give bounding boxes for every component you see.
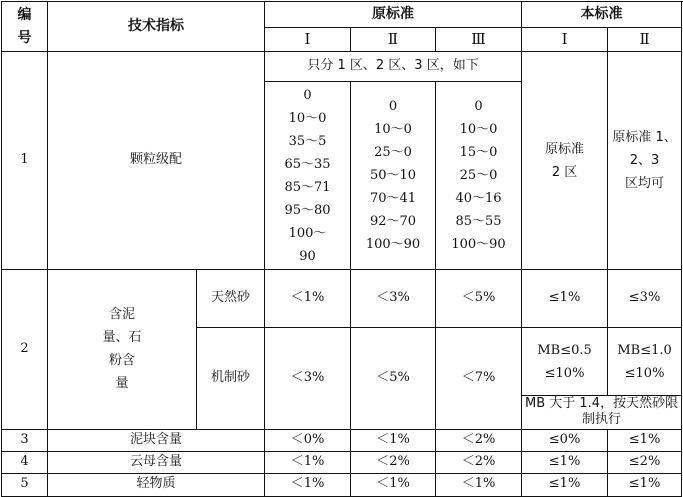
row3-label: 泥块含量 [48,429,265,451]
row1-old-col2 [351,82,436,270]
row2-label [48,270,197,430]
grading-value: 10～0 [459,122,498,137]
natural-old-2: ＜3% [351,270,436,328]
row2-label-line: 量 [115,376,129,392]
row1-old-note: 只分 1 区、2 区、3 区，如下 [265,52,522,82]
old-grade-1: Ⅰ [265,28,351,52]
grading-value: 0 [303,87,312,103]
row5-no: 5 [2,473,48,496]
grading-value: 95～80 [284,202,331,218]
grading-value: 25～0 [459,168,498,183]
row1-new-grade1 [522,52,608,270]
grading-value: 10～0 [374,122,412,137]
grading-value: 50～10 [369,168,417,183]
grading-value: 85～55 [455,214,502,229]
row1-new-grade23-line2: 区均可 [625,176,665,191]
grading-value: 100～90 [451,237,506,252]
row5-new-1: ≤1% [522,473,608,496]
grading-value: 100～ [288,225,327,241]
row1-new-grade1-line1: 原标准 [545,141,585,157]
grading-value: 15～0 [459,145,498,160]
row3-old-3: ＜2% [436,429,522,451]
grading-value: 40～16 [455,191,502,206]
row3-new-2: ≤1% [608,429,682,451]
row1-new-grade1-line2: 2 区 [551,164,578,180]
row1-new-grade23 [608,52,682,270]
grading-value: 35～5 [288,133,327,149]
row3-old-1: ＜0% [265,429,351,451]
old-grade-2: Ⅱ [351,28,436,52]
row2-label-line: 量、石 [102,330,142,346]
new-grade-2: Ⅱ [608,28,682,52]
row4-old-3: ＜2% [436,451,522,473]
row4-new-2: ≤2% [608,451,682,473]
machine-new-2 [608,328,682,396]
machine-old-3: ＜7% [436,328,522,430]
grading-value: 100～90 [365,237,421,252]
mb-limit: MB≤1.0 [617,342,672,358]
grading-value: 70～41 [369,191,417,206]
header-no-text: 编 号 [17,6,32,46]
row3-no: 3 [2,429,48,451]
row1-old-col1 [265,82,351,270]
row5-label: 轻物质 [48,473,265,496]
row5-old-3: ＜1% [436,473,522,496]
header-old-standard: 原标准 [265,2,522,28]
old-grade-3: Ⅲ [436,28,522,52]
natural-old-1: ＜1% [265,270,351,328]
row3-new-1: ≤0% [522,429,608,451]
row1-old-col3 [436,82,522,270]
row2-label-line: 粉含 [108,353,135,369]
grading-value: 10～0 [288,110,327,126]
grading-value: 92～70 [369,214,417,229]
machine-sand-note: MB 大于 1.4，按天然砂限制执行 [522,396,682,430]
row4-no: 4 [2,451,48,473]
machine-sand-label: 机制砂 [197,328,265,430]
mb-value: ≤10% [544,365,585,381]
natural-old-3: ＜5% [436,270,522,328]
row4-label: 云母含量 [48,451,265,473]
natural-new-1: ≤1% [522,270,608,328]
row5-old-1: ＜1% [265,473,351,496]
machine-new-1 [522,328,608,396]
row1-label: 颗粒级配 [48,52,265,270]
row4-new-1: ≤1% [522,451,608,473]
new-grade-1: Ⅰ [522,28,608,52]
row3-old-2: ＜1% [351,429,436,451]
row5-old-2: ＜1% [351,473,436,496]
row2-no: 2 [2,270,48,430]
header-new-standard: 本标准 [522,2,682,28]
grading-value: 0 [474,99,483,114]
row5-new-2: ≤1% [608,473,682,496]
header-no [2,2,48,52]
natural-new-2: ≤3% [608,270,682,328]
row1-no: 1 [2,52,48,270]
grading-value: 65～35 [284,156,331,172]
header-indicator: 技术指标 [48,2,265,52]
machine-old-2: ＜5% [351,328,436,430]
row1-new-grade23-line1: 原标准 1、2、3 [612,130,677,168]
mb-value: ≤10% [624,365,665,381]
grading-value: 0 [388,99,398,114]
row4-old-2: ＜2% [351,451,436,473]
row2-label-line: 含泥 [108,307,135,323]
row4-old-1: ＜1% [265,451,351,473]
natural-sand-label: 天然砂 [197,270,265,328]
machine-old-1: ＜3% [265,328,351,430]
mb-limit: MB≤0.5 [537,342,592,358]
grading-value: 25～0 [374,145,412,160]
grading-value: 85～71 [284,179,331,195]
standards-comparison-table [1,1,682,497]
grading-value: 90 [299,248,316,264]
